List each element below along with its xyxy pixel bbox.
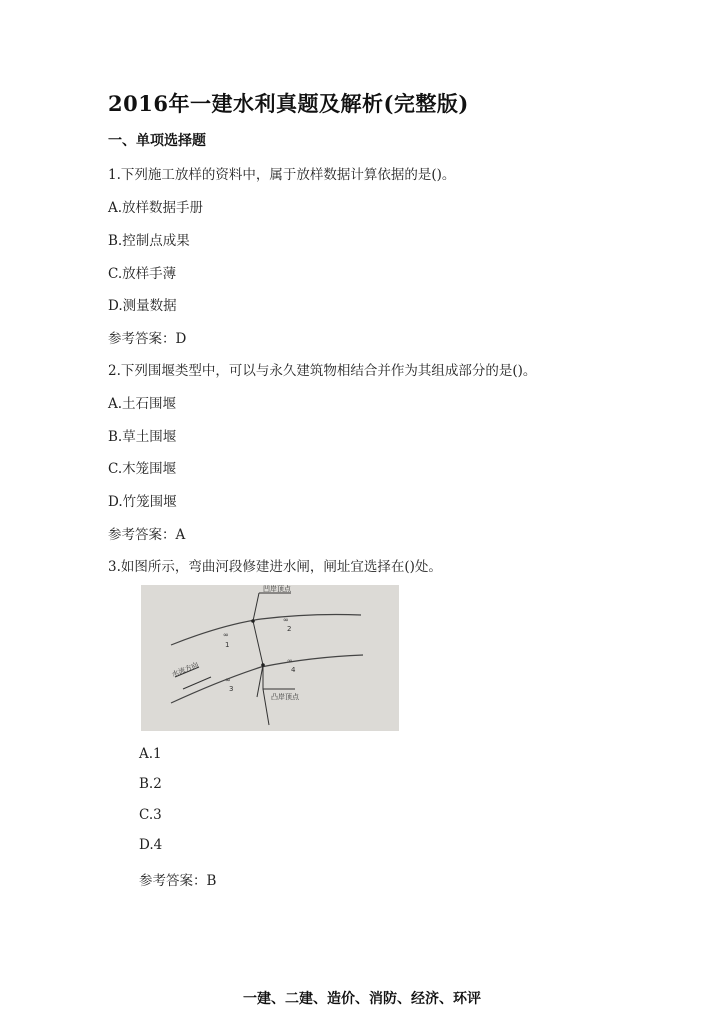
svg-text:2: 2: [287, 625, 292, 633]
question-1-stem: 1.下列施工放样的资料中，属于放样数据计算依据的是()。: [108, 167, 456, 183]
question-2-answer: 参考答案：A: [108, 527, 186, 543]
question-3-stem: 3.如图所示，弯曲河段修建进水闸，闸址宜选择在()处。: [108, 559, 442, 575]
question-2-stem: 2.下列围堰类型中，可以与永久建筑物相结合并作为其组成部分的是()。: [108, 363, 537, 379]
river-bend-diagram: [141, 585, 399, 731]
section-line: [253, 593, 263, 697]
question-1-option-c: C.放样手薄: [108, 266, 177, 282]
document-title: 2016年一建水利真题及解析(完整版): [108, 91, 469, 116]
footer-text: 一建、二建、造价、消防、经济、环评: [243, 991, 481, 1007]
question-1-option-b: B.控制点成果: [108, 233, 190, 249]
gate-mark-4: ∞: [287, 657, 293, 665]
svg-text:3: 3: [229, 685, 234, 693]
question-1-answer: 参考答案：D: [108, 331, 187, 347]
question-2-option-a: A.土石围堰: [108, 396, 177, 412]
question-3-option-c: C.3: [139, 807, 162, 823]
lower-bank-line: [171, 655, 363, 703]
question-3-answer: 参考答案：B: [139, 873, 217, 889]
question-3-option-d: D.4: [139, 837, 163, 853]
gate-mark-1: ∞: [223, 631, 229, 639]
gate-mark-3: ∞: [225, 676, 231, 684]
question-2-option-c: C.木笼围堰: [108, 461, 177, 477]
concave-apex-label: 凹岸顶点: [263, 585, 291, 593]
question-3-option-a: A.1: [139, 746, 162, 762]
question-2-option-b: B.草土围堰: [108, 429, 177, 445]
question-2-option-d: D.竹笼围堰: [108, 494, 177, 510]
question-1-option-d: D.测量数据: [108, 298, 177, 314]
section-heading: 一、单项选择题: [108, 133, 206, 149]
upper-bank-line: [171, 615, 361, 646]
river-bend-figure: [141, 585, 399, 731]
convex-apex-label: 凸岸顶点: [271, 693, 299, 701]
svg-text:4: 4: [291, 666, 296, 674]
gate-mark-2: ∞: [283, 616, 289, 624]
svg-text:1: 1: [225, 641, 230, 649]
flow-direction-label: 水流方向: [170, 660, 200, 679]
question-1-option-a: A.放样数据手册: [108, 200, 204, 216]
question-3-option-b: B.2: [139, 776, 162, 792]
